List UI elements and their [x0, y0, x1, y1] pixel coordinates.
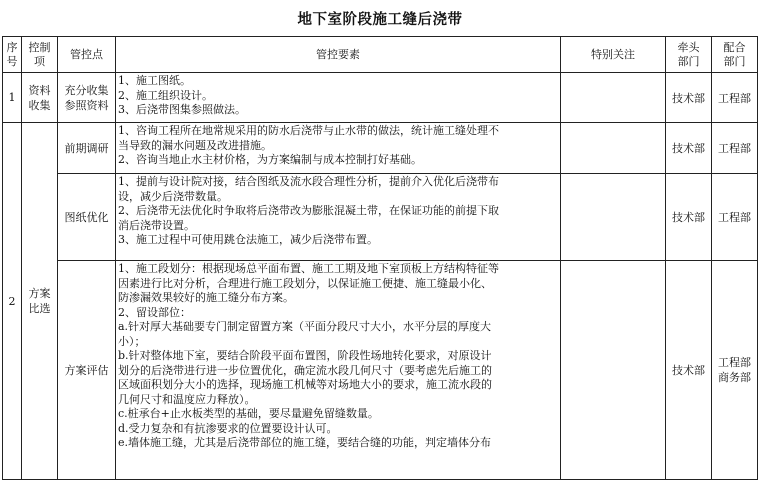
- row-attention: [561, 123, 666, 174]
- header-lead-dept: 牵头 部门: [666, 37, 712, 73]
- row-coop-dept: 工程部: [712, 73, 758, 123]
- row-attention: [561, 174, 666, 261]
- row-category: 资料 收集: [22, 73, 58, 123]
- document-title: 地下室阶段施工缝后浇带: [297, 12, 463, 28]
- row-coop-dept: 工程部 商务部: [712, 261, 758, 480]
- row-seq: 1: [3, 73, 22, 123]
- header-seq: 序 号: [3, 37, 22, 73]
- header-requirements: 管控要素: [116, 37, 561, 73]
- header-row: [3, 37, 758, 73]
- row-lead-dept: 技术部: [666, 261, 712, 480]
- header-attention: 特别关注: [561, 37, 666, 73]
- row-lead-dept: 技术部: [666, 174, 712, 261]
- header-control-item: 控制 项: [22, 37, 58, 73]
- row-category: 方案 比选: [22, 123, 58, 480]
- row-requirements: 1、施工段划分：根据现场总平面布置、施工工期及地下室顶板上方结构特征等 因素进行比对分析，合理进行施工段划分，以保证施工便捷、施工缝最小化、 防渗漏效果较好的施工缝分布方案。 2、留设部位： a.针对厚大基础要专门制定留置方案（平面分段尺寸大小，水平分层的厚度大 小）； b.针对整体地下室，要结合阶段平面布置图，阶段性场地转化要求，对原设计 划分的后浇带进行进一步位置优化，确定流水段几何尺寸（要考虑先后施工的 区域面积划分大小的选择，现场施工机械等对场地大小的要求，施工流水段的 几何尺寸和温度应力释放）。 c.桩承台+止水板类型的基础，要尽量避免留缝数量。 d.受力复杂和有抗渗要求的位置要设计认可。 e.墙体施工缝，尤其是后浇带部位的施工缝，要结合缝的功能，判定墙体分布: [116, 261, 561, 480]
- row-coop-dept: 工程部: [712, 174, 758, 261]
- row-requirements: 1、咨询工程所在地常规采用的防水后浇带与止水带的做法，统计施工缝处理不 当导致的漏水问题及改进措施。 2、咨询当地止水主材价格，为方案编制与成本控制打好基础。: [116, 123, 561, 174]
- control-table: [2, 36, 758, 480]
- row-attention: [561, 261, 666, 480]
- table-row: [3, 73, 758, 123]
- row-coop-dept: 工程部: [712, 123, 758, 174]
- header-control-point: 管控点: [58, 37, 116, 73]
- table-row: [3, 123, 758, 174]
- row-requirements: 1、提前与设计院对接，结合图纸及流水段合理性分析，提前介入优化后浇带布 设，减少后浇带数量。 2、后浇带无法优化时争取将后浇带改为膨胀混凝土带，在保证功能的前提下取 消后浇带设置。 3、施工过程中可使用跳仓法施工，减少后浇带布置。: [116, 174, 561, 261]
- row-seq: 2: [3, 123, 22, 480]
- row-lead-dept: 技术部: [666, 73, 712, 123]
- row-lead-dept: 技术部: [666, 123, 712, 174]
- row-requirements: 1、施工图纸。 2、施工组织设计。 3、后浇带图集参照做法。: [116, 73, 561, 123]
- row-control-point: 图纸优化: [58, 174, 116, 261]
- header-coop-dept: 配合 部门: [712, 37, 758, 73]
- table-row: [3, 174, 758, 261]
- table-row: [3, 261, 758, 480]
- row-control-point: 方案评估: [58, 261, 116, 480]
- row-attention: [561, 73, 666, 123]
- row-control-point: 充分收集 参照资料: [58, 73, 116, 123]
- row-control-point: 前期调研: [58, 123, 116, 174]
